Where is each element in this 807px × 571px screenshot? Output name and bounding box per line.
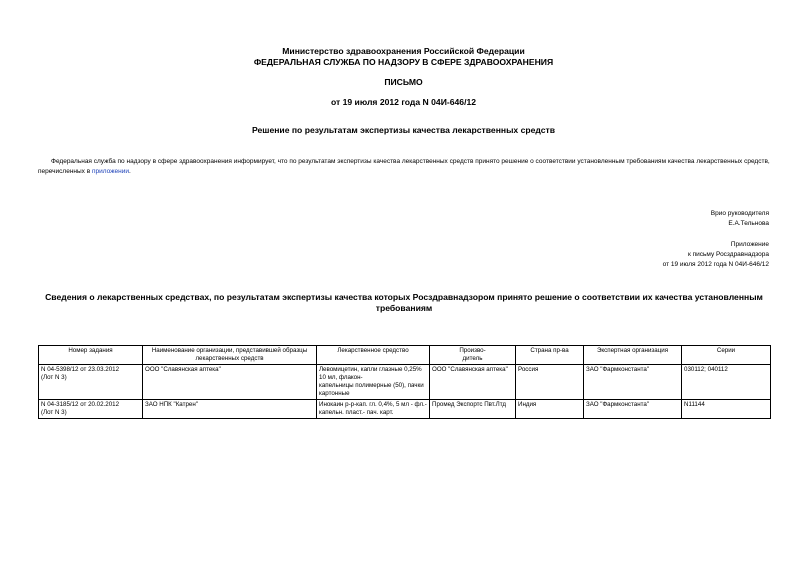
cell-series: 030112; 040112 (682, 365, 771, 400)
col-header-series: Серии (682, 346, 771, 365)
cell-country: Россия (516, 365, 584, 400)
col-header-country: Страна пр-ва (516, 346, 584, 365)
col-header-task-number: Номер задания (39, 346, 143, 365)
appendix-label: Приложение (730, 241, 769, 248)
signature-position: Врио руководителя (710, 210, 769, 217)
service-name: ФЕДЕРАЛЬНАЯ СЛУЖБА ПО НАДЗОРУ В СФЕРЕ ЗДРАВООХРАНЕНИЯ (253, 57, 554, 67)
body-text: Федеральная служба по надзору в сфере здравоохранения информирует, что по результатам экспертизы качества лекарственных средств принято решение о соответствии установленным требованиям качества лекарственных средств, перечисленных в (38, 158, 770, 175)
cell-expert-organization: ЗАО "Фармконстанта" (584, 365, 682, 400)
cell-medicine: Левомицетин, капли глазные 0,25% 10 мл, флакон- капельницы полимерные (50), пачки картонные (317, 365, 430, 400)
cell-task-number: N 04-3185/12 от 20.02.2012 (Лот N 3) (39, 400, 143, 419)
col-header-manufacturer: Произво- дитель (430, 346, 516, 365)
signature-name: Е.А.Тельнова (728, 220, 769, 227)
col-header-organization: Наименование организации, представившей образцы лекарственных средств (143, 346, 317, 365)
cell-country: Индия (516, 400, 584, 419)
cell-expert-organization: ЗАО "Фармконстанта" (584, 400, 682, 419)
cell-task-number: N 04-5398/12 от 23.03.2012 (Лот N 3) (39, 365, 143, 400)
table-row (39, 400, 771, 419)
document-date: от 19 июля 2012 года N 04И-646/12 (330, 97, 477, 107)
table-row (39, 365, 771, 400)
appendix-letter-date: от 19 июля 2012 года N 04И-646/12 (662, 261, 769, 268)
medicines-table (38, 345, 771, 419)
document-subject: Решение по результатам экспертизы качества лекарственных средств (251, 125, 556, 135)
body-text-end: . (129, 167, 131, 175)
document-type: ПИСЬМО (384, 77, 423, 87)
cell-organization: ООО "Славянская аптека" (143, 365, 317, 400)
body-paragraph (38, 157, 770, 176)
appendix-letter-ref: к письму Росздравнадзора (687, 251, 769, 258)
appendix-link[interactable]: приложении (92, 167, 129, 175)
cell-organization: ЗАО НПК "Катрен" (143, 400, 317, 419)
col-header-expert-organization: Экспертная организация (584, 346, 682, 365)
cell-series: N11144 (682, 400, 771, 419)
cell-manufacturer: ООО "Славянская аптека" (430, 365, 516, 400)
cell-medicine: Инокаин р-р-кап. гл. 0,4%, 5 мл - фл.- капельн. пласт.- пач. карт. (317, 400, 430, 419)
table-header-row (39, 346, 771, 365)
col-header-medicine: Лекарственное средство (317, 346, 430, 365)
ministry-name: Министерство здравоохранения Российской Федерации (282, 46, 525, 56)
cell-manufacturer: Промед Экспортс Пвт.Лтд (430, 400, 516, 419)
appendix-title: Сведения о лекарственных средствах, по результатам экспертизы качества которых Росздравнадзором принято решение о соответствии их качества установленным требованиям (45, 292, 763, 313)
